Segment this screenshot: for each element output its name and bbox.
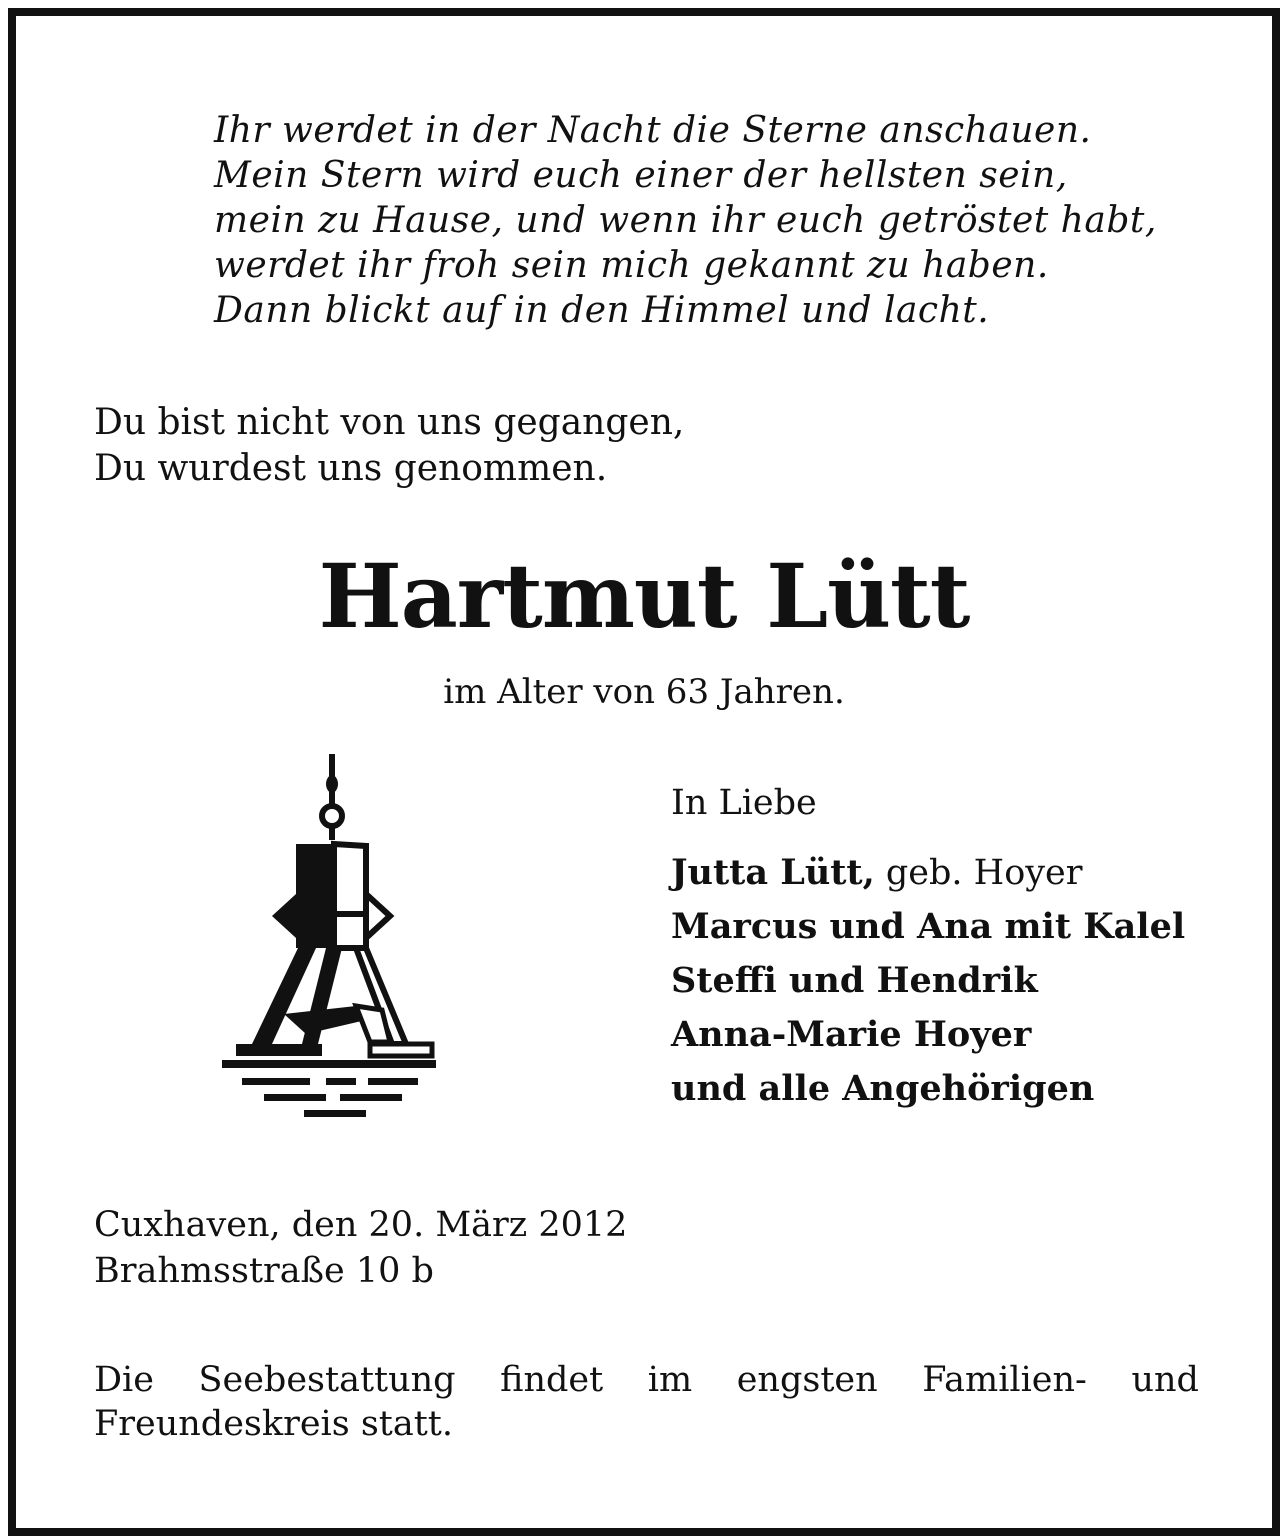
mourner-name-bold: Jutta Lütt,: [671, 852, 875, 893]
city-date: Cuxhaven, den 20. März 2012: [94, 1205, 628, 1245]
kugelbake-beacon-icon: [206, 744, 438, 1124]
notice-word: Familien-: [922, 1360, 1087, 1400]
mourner-row: [671, 954, 1185, 1008]
notice-word: im: [647, 1360, 693, 1400]
mourner-name-bold: Anna-Marie Hoyer: [671, 1014, 1032, 1055]
mourner-row: [671, 900, 1185, 954]
deceased-age: im Alter von 63 Jahren.: [443, 672, 845, 712]
notice-word: Die: [94, 1360, 154, 1400]
poem-line: Dann blickt auf in den Himmel und lacht.: [214, 290, 990, 331]
mourners-block: [671, 780, 1185, 1116]
mourner-name-bold: Steffi und Hendrik: [671, 960, 1038, 1001]
mourner-name-bold: Marcus und Ana mit Kalel: [671, 906, 1186, 947]
notice-line-1: [94, 1358, 1199, 1402]
mourner-name-suffix: geb. Hoyer: [874, 853, 1083, 893]
mourner-name-bold: und alle Angehörigen: [671, 1068, 1095, 1109]
mourner-row: [671, 846, 1185, 900]
notice-word: findet: [500, 1360, 604, 1400]
poem-line: werdet ihr froh sein mich gekannt zu haben.: [214, 245, 1049, 286]
place-and-date: [94, 1202, 627, 1294]
mourner-row: [671, 1062, 1185, 1116]
notice-word: engsten: [736, 1360, 878, 1400]
poem-line: Mein Stern wird euch einer der hellsten sein,: [214, 155, 1068, 196]
obituary-frame: [8, 8, 1280, 1536]
notice-word: Seebestattung: [198, 1360, 456, 1400]
notice-line-2: Freundeskreis statt.: [94, 1404, 453, 1444]
street-address: Brahmsstraße 10 b: [94, 1251, 434, 1291]
poem-line: Ihr werdet in der Nacht die Sterne anschauen.: [214, 110, 1092, 151]
intro-line: Du bist nicht von uns gegangen,: [94, 402, 685, 443]
intro-line: Du wurdest uns genommen.: [94, 448, 608, 489]
intro-text: [94, 400, 684, 492]
in-love-label: In Liebe: [671, 783, 817, 823]
mourner-row: [671, 1008, 1185, 1062]
notice-word: und: [1131, 1360, 1199, 1400]
poem: [214, 108, 1157, 333]
burial-notice: [94, 1358, 1199, 1446]
deceased-name: Hartmut Lütt: [318, 544, 970, 648]
poem-line: mein zu Hause, und wenn ihr euch getröstet habt,: [214, 200, 1157, 241]
